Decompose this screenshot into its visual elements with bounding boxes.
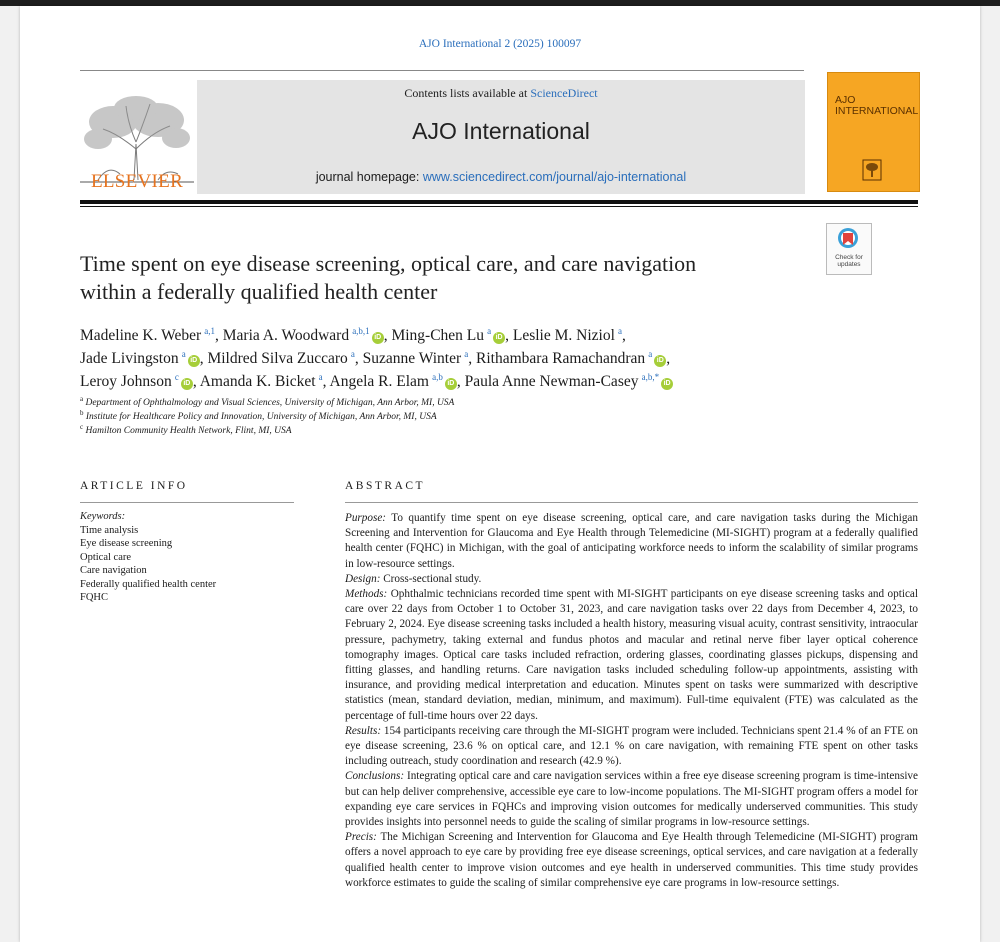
article-info-heading: ARTICLE INFO [80, 480, 188, 492]
author-name[interactable]: Angela R. Elam [329, 373, 429, 390]
affiliation-marker[interactable]: a,b,1 [352, 325, 370, 336]
author-separator: , [199, 350, 208, 367]
abstract-conclusions: Conclusions: Integrating optical care and care navigation services within a free eye disease screening program is time-intensive but can help deliver comprehensive, accessible eye care to low-income populations. The MI-SIGHT program offers a model for expanding eye care services in FQHCs and improving vision outcomes for medically underserved communities. This study provides insights into personnel needs to guide the scaling of similar programs in low-resource settings. [345, 770, 918, 829]
orcid-icon[interactable]: iD [493, 332, 505, 344]
keyword-item: Federally qualified health center [80, 578, 217, 590]
orcid-icon[interactable]: iD [181, 378, 193, 390]
homepage-link[interactable]: www.sciencedirect.com/journal/ajo-international [422, 170, 687, 184]
article-title-line-1: Time spent on eye disease screening, optical care, and care navigation [80, 251, 697, 276]
author-separator: , [215, 327, 223, 344]
affiliation-c: $^c$ Hamilton Community Health Network, Flint, MI, USA [80, 422, 292, 436]
author-line-2 [80, 347, 840, 370]
author-name[interactable]: Rithambara Ramachandran [476, 350, 646, 367]
article-title [80, 250, 800, 306]
check-updates-icon [837, 225, 859, 253]
cover-tree-icon [862, 159, 882, 181]
journal-title: AJO International [412, 118, 590, 144]
abstract-heading: ABSTRACT [345, 480, 426, 492]
orcid-icon[interactable]: iD [654, 355, 666, 367]
affiliation-marker[interactable]: a,1 [204, 325, 215, 336]
author-name[interactable]: Ming-Chen Lu [391, 327, 484, 344]
article-info-rule [80, 502, 294, 503]
orcid-icon[interactable]: iD [661, 378, 673, 390]
author-separator: , [456, 373, 465, 390]
affiliation-marker[interactable]: a [648, 348, 653, 359]
article-page [20, 6, 980, 942]
abstract-methods: Methods: Ophthalmic technicians recorded time spent with MI-SIGHT participants on eye disease screening tasks and optical care over 22 days from October 1 to October 31, 2023, and care navigation tasks over 22 days from December 4, 2023, to February 2, 2024. Eye disease screening tasks included a health history, measuring visual acuity, contrast sensitivity, intraocular pressure, pachymetry, taking external and fundus photos and macular and retinal nerve fiber layer optical coherence tomography images. Optical care tasks included refraction, ordering glasses, coordinating glasses pickups, dispensing and fitting glasses, and handling returns. Care navigation tasks included scheduling follow-up appointments, assisting with insurance, and providing medical interpretation and education. Minutes spent on tasks were summarized with descriptive statistics (mean, standard deviation, median, minimum, and maximum). Full-time equivalent (FTE) was calculated as the percentage of full-time hours over 22 days. [345, 588, 918, 722]
author[interactable] [80, 350, 200, 367]
author-separator: , [354, 350, 363, 367]
abstract-design: Design: Cross-sectional study. [345, 572, 482, 585]
author-name[interactable]: Leroy Johnson [80, 373, 172, 390]
header-thin-rule [80, 206, 918, 207]
publisher-name: ELSEVIER [90, 171, 184, 192]
author-name[interactable]: Maria A. Woodward [222, 327, 350, 344]
author-name[interactable]: Mildred Silva Zuccaro [207, 350, 348, 367]
sciencedirect-link[interactable]: ScienceDirect [530, 86, 598, 100]
affiliation-marker[interactable]: a,b [432, 371, 443, 382]
keyword-item: Time analysis [80, 524, 139, 536]
author-line-3 [80, 370, 840, 393]
author[interactable] [223, 327, 384, 344]
orcid-icon[interactable]: iD [372, 332, 384, 344]
affiliation-marker[interactable]: a [487, 325, 492, 336]
author[interactable] [200, 373, 323, 390]
author[interactable] [80, 327, 215, 344]
author-name[interactable]: Suzanne Winter [362, 350, 462, 367]
abstract-body [345, 511, 918, 891]
abstract-precis: Precis: The Michigan Screening and Intervention for Glaucoma and Eye Health through Telemedicine (MI-SIGHT) program offers a novel approach to eye care by providing free eye disease screenings, optical services, and care navigation at a federally qualified health center to improve vision outcomes and eye health in underserved communities. This time study provides workforce estimates to guide the scaling of similar comprehensive eye care programs in low-resource settings. [345, 831, 918, 889]
article-title-line-2: within a federally qualified health center [80, 279, 438, 304]
author[interactable] [207, 350, 354, 367]
author-name[interactable]: Leslie M. Niziol [512, 327, 615, 344]
author-separator: , [468, 350, 477, 367]
author-separator: , [622, 327, 626, 344]
author-separator: , [192, 373, 200, 390]
affiliation-marker[interactable]: a [464, 348, 469, 359]
journal-reference[interactable]: AJO International 2 (2025) 100097 [418, 38, 582, 50]
homepage-line [197, 170, 805, 184]
affiliation-marker[interactable]: a [618, 325, 622, 336]
affiliation-marker[interactable]: c [174, 371, 179, 382]
author-separator: , [505, 327, 513, 344]
homepage-prefix: journal homepage: [315, 170, 423, 184]
author-name[interactable]: Paula Anne Newman-Casey [464, 373, 639, 390]
header-divider [80, 70, 804, 71]
keyword-item: Eye disease screening [80, 538, 173, 549]
orcid-icon[interactable]: iD [188, 355, 200, 367]
affiliation-marker[interactable]: a,b,* [641, 371, 660, 382]
author[interactable] [476, 350, 666, 367]
keyword-item: Care navigation [80, 565, 147, 576]
affiliation-a: $^a$ Department of Ophthalmology and Visual Sciences, University of Michigan, Ann Arbor, MI, USA [80, 394, 455, 408]
author-separator: , [383, 327, 392, 344]
keyword-item: FQHC [80, 592, 109, 603]
affiliation-marker[interactable]: a [181, 348, 186, 359]
author-name[interactable]: Madeline K. Weber [80, 327, 202, 344]
cover-line-1: AJO [835, 94, 856, 106]
affiliation-b: $^b$ Institute for Healthcare Policy and Innovation, University of Michigan, Ann Arbor, MI, USA [80, 408, 437, 422]
affiliation-marker[interactable]: a [318, 371, 323, 382]
cover-line-2: INTERNATIONAL [835, 105, 919, 117]
affiliation-marker[interactable]: a [350, 348, 355, 359]
abstract-rule [345, 502, 918, 503]
author-name[interactable]: Jade Livingston [80, 350, 179, 367]
author[interactable] [391, 327, 505, 344]
keyword-item: Optical care [80, 551, 132, 563]
header-thick-rule [80, 200, 918, 204]
author[interactable] [513, 327, 622, 344]
author[interactable] [330, 373, 457, 390]
abstract-purpose: Purpose: To quantify time spent on eye disease screening, optical care, and care navigation tasks during the Michigan Screening and Intervention for Glaucoma and Eye Health through Telemedicine (MI-SIGHT) program at a federally qualified health center (FQHC) in Michigan, with the goal of anticipating workforce needs to inform the scalability of similar programs in low-resource settings. [345, 512, 918, 570]
contents-prefix: Contents lists available at [404, 86, 531, 100]
author-separator: , [666, 350, 671, 367]
abstract-results: Results: 154 participants receiving care through the MI-SIGHT program were included. Technicians spent 21.4 % of an FTE on eye disease screening, 23.6 % on optical care, and 12.1 % on care navigation, with remaining FTE spent on other tasks including outreach, study coordination and research (42.9 %). [345, 724, 918, 768]
cover-title [835, 95, 920, 117]
author[interactable] [465, 373, 674, 390]
author[interactable] [80, 373, 193, 390]
author[interactable] [363, 350, 469, 367]
check-updates-label: Check for updates [835, 254, 863, 268]
orcid-icon[interactable]: iD [445, 378, 457, 390]
keywords-block [80, 510, 320, 605]
author-line-1 [80, 324, 840, 347]
keywords-label: Keywords: [80, 511, 126, 522]
contents-line [197, 86, 805, 101]
author-name[interactable]: Amanda K. Bicket [199, 373, 316, 390]
author-separator: , [322, 373, 330, 390]
